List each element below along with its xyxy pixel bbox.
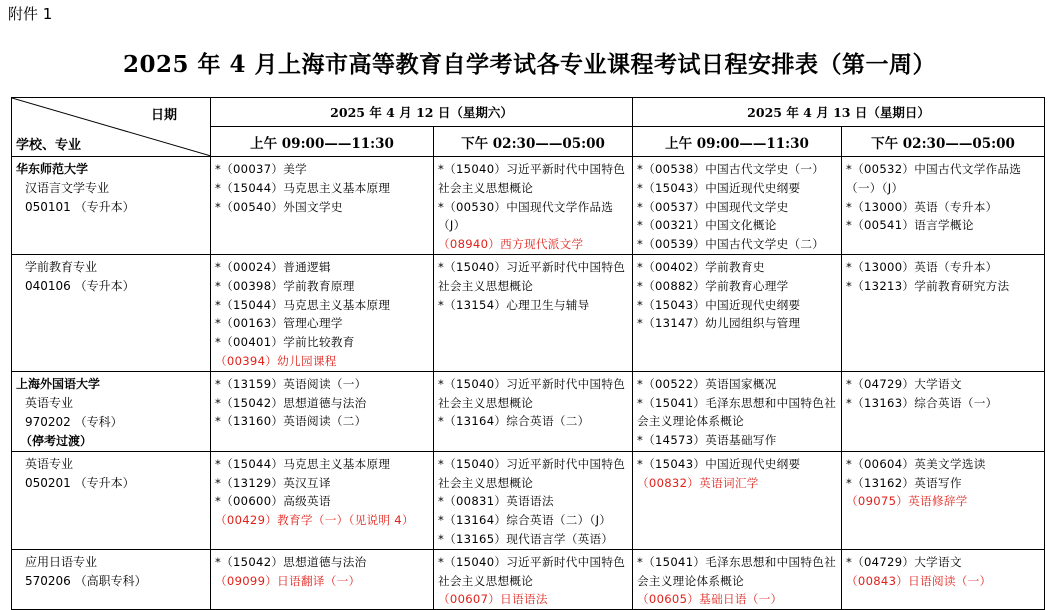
exam-slot-cell	[842, 371, 1045, 451]
course-item: *（00600）高级英语	[215, 494, 331, 509]
day-header-1: 2025 年 4 月 12 日（星期六）	[211, 98, 633, 127]
course-item: *（13164）综合英语（二）（J）	[438, 513, 612, 528]
course-item: *（13164）综合英语（二）	[438, 414, 590, 429]
course-item: *（04729）大学语文	[846, 376, 962, 391]
course-item-highlighted: （09075）英语修辞学	[846, 494, 968, 509]
course-item: *（15041）毛泽东思想和中国特色社会主义理论体系概论	[637, 554, 837, 588]
course-item: *（15041）毛泽东思想和中国特色社会主义理论体系概论	[637, 395, 837, 429]
course-item-highlighted: （08940）西方现代派文学	[438, 237, 584, 252]
exam-slot-cell	[434, 371, 633, 451]
course-item: *（13160）英语阅读（二）	[215, 414, 367, 429]
exam-slot-cell	[842, 451, 1045, 549]
major-name: 汉语言文学专业	[25, 181, 110, 195]
major-code: 570206 （高职专科）	[25, 573, 147, 588]
course-item: *（00398）学前教育原理	[215, 278, 355, 293]
course-item: *（00163）管理心理学	[215, 316, 343, 331]
course-item: *（00530）中国现代文学作品选（J）	[438, 199, 614, 233]
course-item: *（13000）英语（专升本）	[846, 259, 998, 274]
major-note: （停考过渡）	[20, 433, 93, 448]
course-item-highlighted: （09099）日语翻译（一）	[215, 573, 361, 588]
annex-label: 附件 1	[8, 5, 53, 23]
major-code: 050101 （专升本）	[25, 200, 135, 214]
exam-slot-cell	[633, 451, 842, 549]
major-name: 英语专业	[25, 456, 74, 471]
school-major-cell	[12, 157, 211, 255]
course-item: *（00537）中国现代文学史	[637, 199, 789, 214]
course-item: *（00604）英美文学选读	[846, 456, 986, 471]
course-item: *（15043）中国近现代史纲要	[637, 297, 801, 312]
course-item: *（00540）外国文学史	[215, 199, 343, 214]
course-item: *（15042）思想道德与法治	[215, 395, 367, 410]
major-name: 应用日语专业	[25, 554, 98, 569]
school-major-cell	[12, 254, 211, 371]
course-item: *（13159）英语阅读（一）	[215, 376, 367, 391]
exam-slot-cell	[842, 157, 1045, 255]
course-item: *（15044）马克思主义基本原理	[215, 456, 391, 471]
course-item: *（13163）综合英语（一）	[846, 395, 998, 410]
course-item: *（04729）大学语文	[846, 554, 962, 569]
course-item: *（15043）中国近现代史纲要	[637, 456, 801, 471]
major-code: 040106 （专升本）	[25, 278, 135, 293]
slot-header-3: 上午 09:00——11:30	[633, 127, 842, 157]
course-item: *（13147）幼儿园组织与管理	[637, 316, 801, 331]
exam-slot-cell	[434, 157, 633, 255]
course-item: *（14573）英语基础写作	[637, 433, 777, 448]
course-item: *（00538）中国古代文学史（一）	[637, 162, 825, 176]
exam-slot-cell	[211, 157, 434, 255]
schedule-row	[12, 157, 1045, 255]
corner-date-label: 日期	[150, 108, 177, 123]
course-item: *（15040）习近平新时代中国特色社会主义思想概论	[438, 456, 626, 490]
school-major-cell	[12, 371, 211, 451]
course-item-highlighted: （00394）幼儿园课程	[215, 353, 337, 368]
exam-slot-cell	[842, 254, 1045, 371]
exam-slot-cell	[434, 254, 633, 371]
course-item: *（00539）中国古代文学史（二）	[637, 237, 825, 252]
course-item: *（00532）中国古代文学作品选（一）（J）	[846, 162, 1022, 195]
exam-slot-cell	[211, 451, 434, 549]
course-item: *（13165）现代语言学（英语）	[438, 531, 614, 546]
slot-header-1: 上午 09:00——11:30	[211, 127, 434, 157]
slot-header-2: 下午 02:30——05:00	[434, 127, 633, 157]
course-item: *（15040）习近平新时代中国特色社会主义思想概论	[438, 376, 626, 410]
course-item: *（15044）马克思主义基本原理	[215, 180, 391, 195]
course-item: *（00522）英语国家概况	[637, 376, 777, 391]
schedule-row	[12, 451, 1045, 549]
page-title: 2025 年 4 月上海市高等教育自学考试各专业课程考试日程安排表（第一周）	[122, 51, 937, 78]
exam-slot-cell	[211, 254, 434, 371]
course-item-highlighted: （00605）基础日语（一）	[637, 592, 783, 607]
course-item: *（15043）中国近现代史纲要	[637, 180, 801, 195]
corner-school-label: 学校、专业	[16, 138, 82, 153]
course-item-highlighted: （00429）教育学（一）（见说明 4）	[215, 513, 414, 528]
course-item: *（00024）普通逻辑	[215, 259, 331, 274]
course-item: *（15044）马克思主义基本原理	[215, 297, 391, 312]
major-code: 970202 （专科）	[25, 414, 123, 429]
course-item: *（13154）心理卫生与辅导	[438, 297, 590, 312]
course-item: *（15040）习近平新时代中国特色社会主义思想概论	[438, 259, 626, 293]
header-corner-cell	[12, 98, 211, 157]
slot-header-4: 下午 02:30——05:00	[842, 127, 1045, 157]
course-item: *（00541）语言学概论	[846, 218, 974, 233]
course-item: *（00882）学前教育心理学	[637, 278, 789, 293]
course-item: *（00402）学前教育史	[637, 259, 765, 274]
day-header-2: 2025 年 4 月 13 日（星期日）	[633, 98, 1045, 127]
course-item: *（13000）英语（专升本）	[846, 199, 998, 214]
course-item: *（00321）中国文化概论	[637, 218, 777, 233]
exam-schedule-table	[11, 97, 1045, 610]
school-name: 上海外国语大学	[16, 376, 101, 391]
course-item-highlighted: （00843）日语阅读（一）	[846, 573, 992, 588]
course-item: *（15042）思想道德与法治	[215, 554, 367, 569]
school-name: 华东师范大学	[16, 162, 89, 176]
major-name: 英语专业	[25, 395, 74, 410]
exam-slot-cell	[633, 157, 842, 255]
course-item: *（13129）英汉互译	[215, 475, 331, 490]
course-item: *（00401）学前比较教育	[215, 335, 355, 350]
course-item: *（13213）学前教育研究方法	[846, 278, 1010, 293]
exam-slot-cell	[211, 371, 434, 451]
exam-slot-cell	[633, 371, 842, 451]
course-item: *（00831）英语语法	[438, 494, 554, 509]
exam-slot-cell	[633, 254, 842, 371]
course-item-highlighted: （00832）英语词汇学	[637, 475, 759, 490]
schedule-rows	[12, 157, 1045, 610]
major-name: 学前教育专业	[25, 259, 98, 274]
course-item: *（15040）习近平新时代中国特色社会主义思想概论	[438, 554, 626, 588]
course-item: *（00037）美学	[215, 162, 308, 176]
course-item: *（13162）英语写作	[846, 475, 962, 490]
school-major-cell	[12, 451, 211, 549]
schedule-row	[12, 371, 1045, 451]
course-item-highlighted: （00607）日语语法	[438, 592, 548, 607]
course-item: *（15040）习近平新时代中国特色社会主义思想概论	[438, 162, 626, 195]
exam-slot-cell	[434, 451, 633, 549]
major-code: 050201 （专升本）	[25, 475, 135, 490]
schedule-row	[12, 254, 1045, 371]
